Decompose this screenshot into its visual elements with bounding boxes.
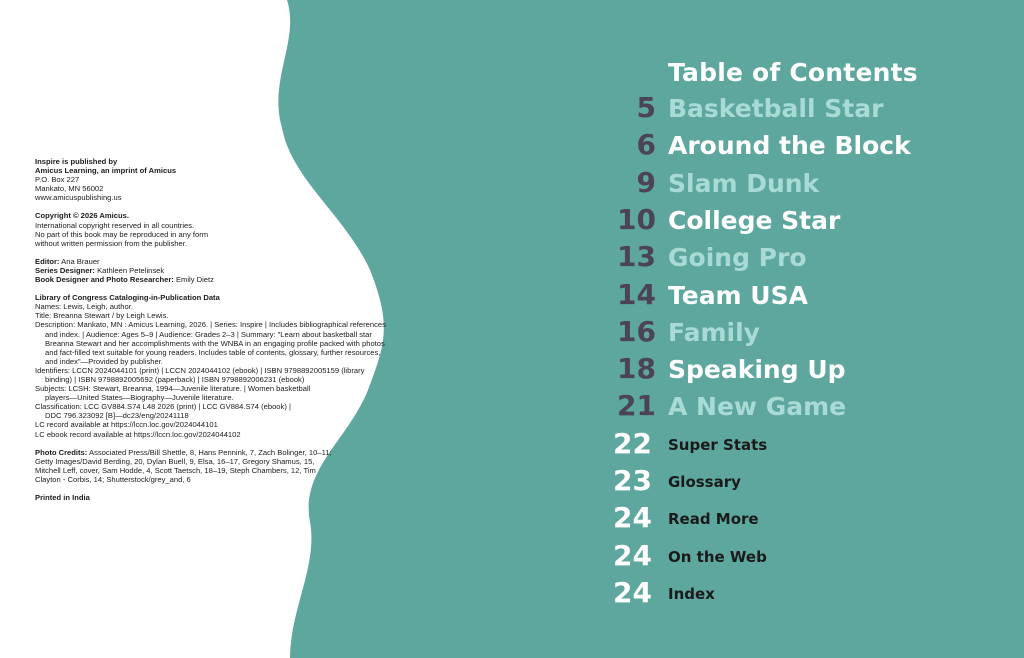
toc-chapter-title: Team USA (668, 280, 808, 310)
copyright-line-3: without written permission from the publisher. (35, 238, 187, 248)
book-designer-label: Book Designer and Photo Researcher: (35, 275, 174, 285)
toc-page-number: 24 (613, 538, 652, 572)
cip-line: Description: Mankato, MN : Amicus Learning, 2026. | Series: Inspire | Includes bibliographical references (35, 320, 386, 330)
copyright-line-1: International copyright reserved in all countries. (35, 220, 195, 230)
toc-chapter-title: Index (668, 584, 715, 603)
photo-credits-line: Mitchell Leff, cover, Sam Hodde, 4, Scott Taetsch, 18–19, Steph Chambers, 12, Tim (35, 465, 316, 475)
toc-entry[interactable] (0, 501, 1024, 538)
cip-line: DDC 796.323092 [B]—dc23/eng/20241118 (45, 411, 189, 421)
toc-entry[interactable] (0, 278, 1024, 315)
cip-heading: Library of Congress Cataloging-in-Publication Data (35, 293, 220, 303)
photo-credits-line: Clayton - Corbis, 14; Shutterstock/grey_and, 6 (35, 474, 191, 484)
toc-page-number: 16 (617, 314, 656, 348)
toc-entry[interactable] (0, 427, 1024, 464)
photo-credits-first: Associated Press/Bill Shettle, 8, Hans Pennink, 7, Zach Bolinger, 10–11; (89, 447, 332, 457)
toc-chapter-title: Super Stats (668, 435, 768, 454)
cip-line: Breanna Stewart and her accomplishments with the WNBA in an engaging profile packed with photos (45, 338, 385, 348)
cip-line: and fact-filled text suitable for young readers. Includes table of contents, glossary, further resources, (45, 347, 381, 357)
toc-entry[interactable] (0, 389, 1024, 426)
toc-page-number: 13 (617, 240, 656, 274)
copyright-heading: Copyright © 2026 Amicus. (35, 211, 129, 221)
toc-entry[interactable] (0, 91, 1024, 128)
toc-chapter-title: Around the Block (668, 131, 911, 161)
cip-line: and index. | Audience: Ages 5–9 | Audience: Grades 2–3 | Summary: "Learn about basketball star (45, 329, 372, 339)
toc-page-number: 18 (617, 352, 656, 386)
toc-entry[interactable] (0, 464, 1024, 501)
photo-credits-line: Getty Images/David Berding, 20, Dylan Buell, 9, Elsa, 16–17, Gregory Shamus, 15, (35, 456, 315, 466)
publisher-website: www.amicuspublishing.us (35, 193, 122, 203)
toc-page-number: 23 (613, 464, 652, 497)
toc-entry[interactable] (0, 240, 1024, 277)
series-designer-label: Series Designer: (35, 265, 95, 275)
toc-entry[interactable] (0, 128, 1024, 165)
toc-entry[interactable] (0, 352, 1024, 389)
publisher-line-2: Amicus Learning, an imprint of Amicus (35, 166, 177, 176)
toc-chapter-title: Glossary (668, 473, 741, 491)
cip-line: LC ebook record available at https://lccn.loc.gov/2024044102 (35, 429, 241, 439)
toc-page-number: 24 (613, 501, 652, 535)
toc-entry[interactable] (0, 203, 1024, 240)
toc-page-number: 10 (617, 202, 656, 236)
toc-page-number: 14 (617, 277, 656, 311)
cip-line: players—United States—Biography—Juvenile literature. (45, 393, 234, 403)
printed-in: Printed in India (35, 493, 90, 502)
book-designer-name: Emily Dietz (175, 275, 214, 285)
cip-line: and index"—Provided by publisher. (45, 356, 163, 366)
toc-chapter-title: College Star (668, 205, 841, 235)
cip-line: LC record available at https://lccn.loc.gov/2024044101 (35, 420, 218, 430)
cip-line: Identifiers: LCCN 2024044101 (print) | LCCN 2024044102 (ebook) | ISBN 9798892005159 (library (35, 365, 365, 375)
toc-chapter-title: Speaking Up (668, 355, 846, 385)
toc-entry[interactable] (0, 315, 1024, 352)
cip-line: Names: Lewis, Leigh, author. (35, 302, 133, 312)
toc-chapter-title: Going Pro (668, 243, 807, 273)
toc-chapter-title: Slam Dunk (668, 168, 820, 198)
publisher-line-1: Inspire is published by (35, 157, 118, 166)
toc-entry[interactable] (0, 539, 1024, 576)
toc-entry[interactable] (0, 576, 1024, 613)
editor-name: Ana Brauer (61, 256, 100, 266)
publisher-address-1: P.O. Box 227 (35, 175, 80, 185)
toc-page-number: 6 (636, 128, 656, 162)
toc-page-number: 21 (617, 389, 656, 423)
cip-line: binding) | ISBN 9798892005692 (paperback) | ISBN 9798892006231 (ebook) (45, 374, 305, 384)
copyright-line-2: No part of this book may be reproduced in any form (35, 229, 209, 239)
publisher-address-2: Mankato, MN 56002 (35, 184, 104, 194)
toc-page-number: 22 (613, 426, 652, 460)
cip-line: Classification: LCC GV884.S74 L48 2026 (print) | LCC GV884.S74 (ebook) | (35, 402, 291, 412)
series-designer-name: Kathleen Petelinsek (97, 265, 165, 275)
cip-line: Subjects: LCSH: Stewart, Breanna, 1994—Juvenile literature. | Women basketball (35, 384, 311, 394)
toc-chapter-title: Read More (668, 510, 759, 529)
toc-entry[interactable] (0, 166, 1024, 203)
editor-label: Editor: (35, 256, 60, 266)
toc-page-number: 24 (613, 575, 652, 609)
cip-line: Title: Breanna Stewart / by Leigh Lewis. (35, 311, 169, 321)
toc-title: Table of Contents (668, 58, 918, 87)
toc-page-number: 9 (636, 165, 656, 199)
toc-chapter-title: On the Web (668, 547, 767, 566)
toc-chapter-title: A New Game (668, 392, 847, 422)
toc-page-number: 5 (636, 91, 656, 124)
toc-chapter-title: Basketball Star (668, 94, 884, 123)
photo-credits-label: Photo Credits: (35, 447, 88, 457)
toc-chapter-title: Family (668, 317, 760, 347)
